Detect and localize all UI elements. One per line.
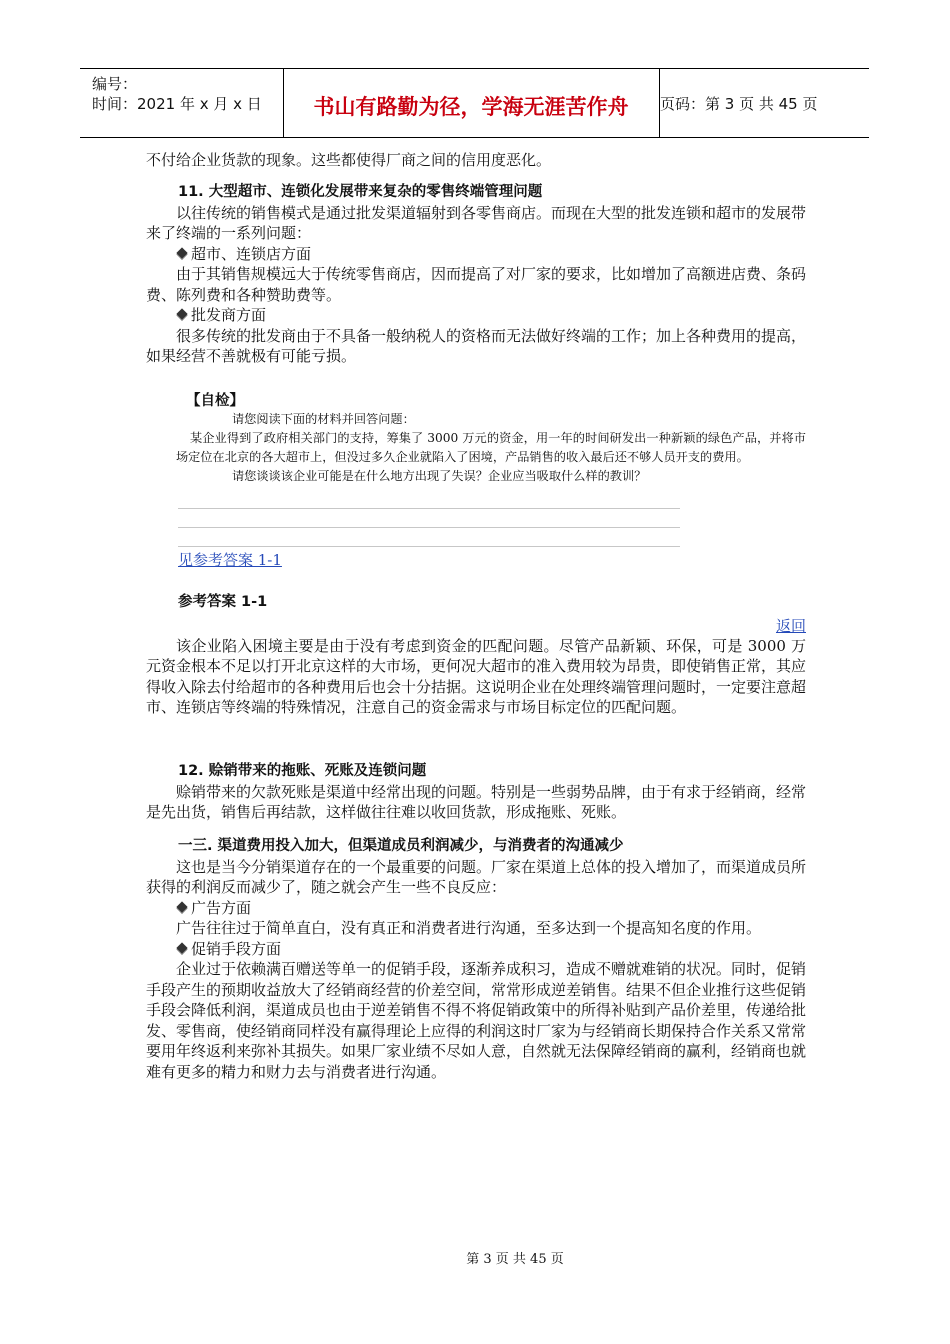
self-check-question: 请您谈谈该企业可能是在什么地方出现了失误？企业应当吸取什么样的教训？ <box>232 468 647 483</box>
answer-lines[interactable] <box>178 490 680 547</box>
section-12-title: 12. 赊销带来的拖账、死账及连锁问题 <box>178 762 427 779</box>
paragraph: 企业过于依赖满百赠送等单一的促销手段，逐渐养成积习，造成不赠就难销的状况。同时，促销手段产生的预期收益放大了经销商经营的价差空间，常常形成逆差销售。结果不但企业推行这些促销手段会降低利润，渠道成员也由于逆差销售不得不将促销政策中的所得补贴到产品价差里，传递给批发、零售商，使经销商同样没有赢得理论上应得的利润这时厂家为与经销商长期保持合作关系又常常要用年终返利来弥补其损失。如果厂家业绩不尽如人意，自然就无法保障经销商的赢利，经销商也就难有更多的精力和财力去与消费者进行沟通。 <box>146 960 807 1081</box>
paragraph: 不付给企业货款的现象。这些都使得厂商之间的信用度恶化。 <box>146 151 552 169</box>
page-footer: 第 3 页 共 45 页 <box>466 1252 564 1267</box>
answer-line[interactable] <box>178 509 680 528</box>
self-check-material: 某企业得到了政府相关部门的支持，筹集了 3000 万元的资金，用一年的时间研发出一种新颖的绿色产品，并将市场定位在北京的各大超市上，但没过多久企业就陷入了困境，产品销售的收入最后还不够人员开支的费用。 <box>176 430 806 464</box>
back-link[interactable]: 返回 <box>775 616 806 635</box>
bullet-label: 超市、连锁店方面 <box>191 244 312 263</box>
see-answer-link[interactable]: 见参考答案 1-1 <box>178 550 282 569</box>
time-label: 时间：2021 年 x 月 x 日 <box>92 95 262 113</box>
header-motto-cell <box>283 69 660 137</box>
bullet-item <box>178 305 806 326</box>
paragraph: 很多传统的批发商由于不具备一般纳税人的资格而无法做好终端的工作；加上各种费用的提高，如果经营不善就极有可能亏损。 <box>146 326 807 365</box>
self-check-prompt: 请您阅读下面的材料并回答问题： <box>232 411 415 426</box>
bullet-label: 批发商方面 <box>191 306 267 324</box>
self-check-title: 【自检】 <box>186 392 244 409</box>
bullet-item <box>178 244 806 265</box>
bullet-item <box>178 939 806 960</box>
self-check-text <box>176 410 806 486</box>
paragraph: 赊销带来的欠款死账是渠道中经常出现的问题。特别是一些弱势品牌，由于有求于经销商，经常是先出货，销售后再结款，这样做往往难以收回货款，形成拖账、死账。 <box>146 782 807 821</box>
reference-answer-title: 参考答案 1-1 <box>178 593 268 610</box>
motto: 书山有路勤为径，学海无涯苦作舟 <box>313 95 629 119</box>
diamond-bullet-icon <box>176 247 187 258</box>
paragraph: 这也是当今分销渠道存在的一个最重要的问题。厂家在渠道上总体的投入增加了，而渠道成员所获得的利润反而减少了，随之就会产生一些不良反应： <box>146 857 807 896</box>
paragraph: 以往传统的销售模式是通过批发渠道辐射到各零售商店。而现在大型的批发连锁和超市的发展带来了终端的一系列问题： <box>146 203 807 242</box>
paragraph: 广告往往过于简单直白，没有真正和消费者进行沟通，至多达到一个提高知名度的作用。 <box>176 919 762 937</box>
paragraph: 由于其销售规模远大于传统零售商店，因而提高了对厂家的要求，比如增加了高额进店费、条码费、陈列费和各种赞助费等。 <box>146 265 807 304</box>
number-label: 编号： <box>92 75 138 93</box>
page-info: 页码：第 3 页 共 45 页 <box>660 95 818 113</box>
paragraph: 该企业陷入困境主要是由于没有考虑到资金的匹配问题。尽管产品新颖、环保，可是 3000 万元资金根本不足以打开北京这样的大市场，更何况大超市的准入费用较为昂贵，即使销售正常，其应得收入除去付给超市的各种费用后也会十分拮据。这说明企业在处理终端管理问题时，一定要注意超市、连锁店等终端的特殊情况，注意自己的资金需求与市场目标定位的匹配问题。 <box>146 636 807 716</box>
section-11-title: 11. 大型超市、连锁化发展带来复杂的零售终端管理问题 <box>178 183 543 200</box>
answer-line[interactable] <box>178 528 680 547</box>
bullet-label: 促销手段方面 <box>191 939 282 958</box>
page-header <box>80 68 869 138</box>
section-13-title: 一三. 渠道费用投入加大，但渠道成员利润减少，与消费者的沟通减少 <box>178 837 624 854</box>
diamond-bullet-icon <box>176 308 187 319</box>
answer-line[interactable] <box>178 490 680 509</box>
diamond-bullet-icon <box>176 901 187 912</box>
bullet-item <box>178 898 806 919</box>
document-body <box>146 150 806 1082</box>
header-left-cell <box>80 69 284 137</box>
bullet-label: 广告方面 <box>191 898 252 917</box>
diamond-bullet-icon <box>176 942 187 953</box>
